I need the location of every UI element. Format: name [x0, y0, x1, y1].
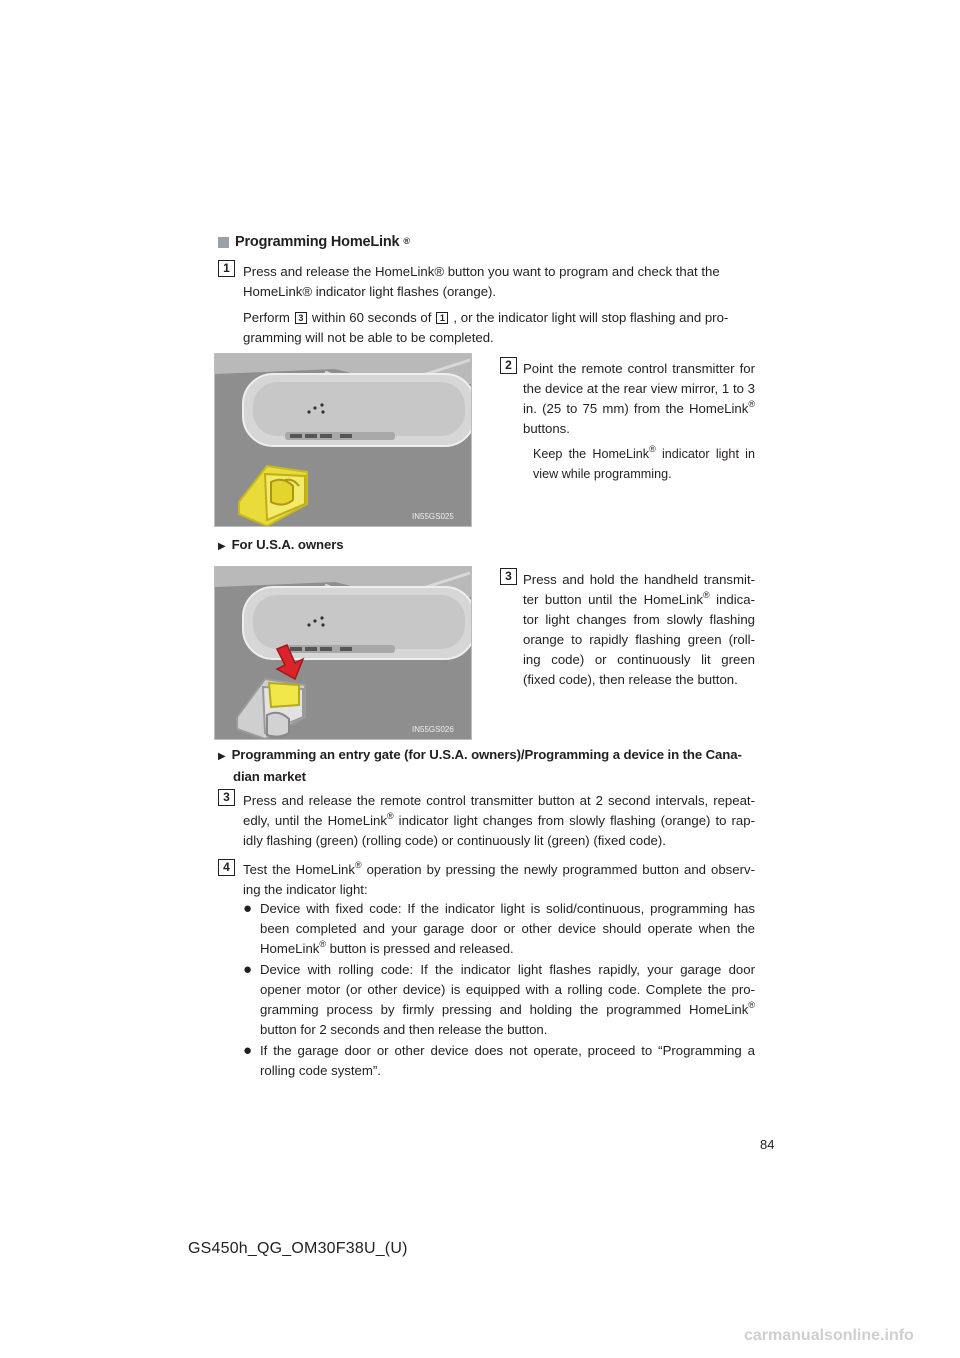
step-ref-badge: 1: [436, 312, 448, 324]
triangle-marker-icon: ▶: [218, 541, 226, 552]
step-3-usa-text: Press and hold the handheld transmit-ter button until the HomeLink® indica-tor light changes from slowly flashing orange to rapidly flashing green (roll-ing code) or continuously lit green (fixed code), then release the button.: [523, 572, 755, 687]
entry-gate-label: ▶ Programming an entry gate (for U.S.A. owners)/Programming a device in the Cana- dian market: [218, 747, 742, 784]
triangle-marker-icon: ▶: [218, 751, 226, 762]
mirror-remote-illustration: [215, 354, 471, 526]
step-1-note: Perform 3 within 60 seconds of 1 , or the indicator light will stop flashing and pro- gramming will not be able to be completed.: [243, 310, 729, 345]
figure-code: IN55GS026: [412, 725, 454, 734]
list-item: ● Device with rolling code: If the indicator light flashes rapidly, your garage door opener motor (or other device) is equipped with a rolling code. Complete the pro-gramming process by firmly pressing and holding the programmed HomeLink® button for 2 seconds and then release the button.: [243, 961, 755, 1037]
bullet-icon: ●: [243, 1042, 253, 1059]
section-heading: Programming HomeLink ®: [218, 234, 410, 250]
document-footer: GS450h_QG_OM30F38U_(U): [188, 1240, 408, 1257]
page-number: 84: [760, 1137, 775, 1152]
step-3-gate-text: Press and release the remote control transmitter button at 2 second intervals, repeat-edly, until the HomeLink® indicator light changes from slowly flashing (orange) to rap-idly flashing (green) (rolling code) or continuously lit (green) (fixed code).: [243, 793, 755, 848]
section-title: Programming HomeLink: [235, 234, 400, 250]
step-number-badge: 2: [500, 357, 517, 374]
mirror-remote-illustration: [215, 567, 471, 739]
mirror-figure-1: [214, 353, 472, 527]
step-number-badge: 3: [218, 789, 235, 806]
step-4-bullets: [243, 899, 755, 1081]
step-2-text: Point the remote control transmitter for the device at the rear view mirror, 1 to 3 in. (25 to 75 mm) from the HomeLink® buttons.: [523, 361, 755, 436]
mirror-figure-2: [214, 566, 472, 740]
list-item: ● If the garage door or other device does not operate, proceed to “Programming a rolling code system”.: [243, 1042, 755, 1078]
list-item: ● Device with fixed code: If the indicator light is solid/continuous, programming has been completed and your garage door or other device should operate when the HomeLink® button is pressed and released.: [243, 900, 755, 956]
step-number-badge: 3: [500, 568, 517, 585]
figure-code: IN55GS025: [412, 512, 454, 521]
step-4-text: Test the HomeLink® operation by pressing the newly programmed button and observ-ing the indicator light:: [243, 859, 755, 897]
step-number-badge: 4: [218, 859, 235, 876]
step-number-badge: 1: [218, 260, 235, 277]
watermark: carmanualsonline.info: [744, 1327, 914, 1344]
step-1-text: Press and release the HomeLink® button you want to program and check that the HomeLink® indicator light flashes (orange).: [243, 264, 720, 299]
bullet-icon: ●: [243, 961, 253, 978]
usa-owners-label: ▶ For U.S.A. owners: [218, 537, 344, 552]
step-2-note: Keep the HomeLink® indicator light in view while programming.: [533, 443, 755, 481]
heading-square-icon: [218, 237, 229, 248]
bullet-icon: ●: [243, 900, 253, 917]
step-ref-badge: 3: [295, 312, 307, 324]
